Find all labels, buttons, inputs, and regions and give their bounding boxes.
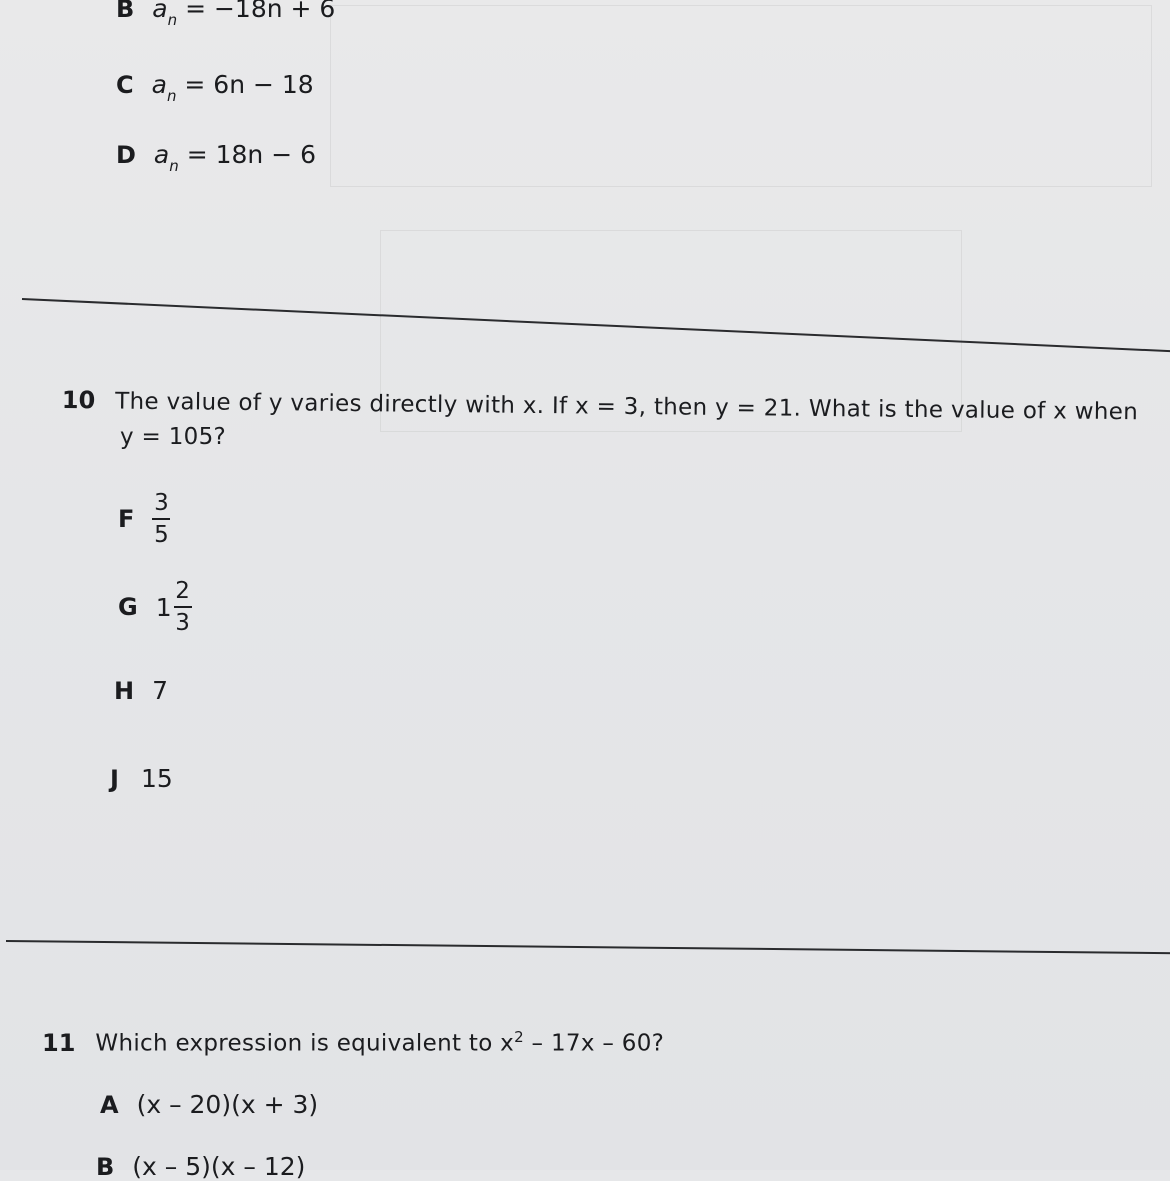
option-j[interactable] bbox=[110, 764, 173, 793]
option-expression: $a_n = 18n - 6$ bbox=[153, 140, 317, 175]
bleed-through-table bbox=[330, 5, 1152, 187]
option-letter: C bbox=[116, 71, 134, 99]
option-expression: (x – 5)(x – 12) bbox=[132, 1152, 306, 1181]
fraction-bar bbox=[174, 606, 192, 608]
option-letter: A bbox=[100, 1091, 119, 1119]
option-letter: J bbox=[110, 765, 119, 793]
fraction-numerator: 2 bbox=[175, 578, 190, 604]
option-c[interactable] bbox=[116, 70, 314, 105]
fraction-bar bbox=[152, 518, 170, 520]
option-f[interactable] bbox=[118, 490, 170, 548]
question-11 bbox=[42, 1022, 664, 1059]
section-divider bbox=[6, 940, 1170, 954]
option-letter: B bbox=[96, 1153, 115, 1181]
option-b-q11[interactable] bbox=[96, 1152, 305, 1181]
question-text-continued: y = 105? bbox=[120, 424, 227, 450]
question-number: 10 bbox=[61, 386, 96, 415]
option-letter: H bbox=[114, 677, 135, 705]
option-expression: (x – 20)(x + 3) bbox=[136, 1090, 319, 1119]
question-text: The value of y varies directly with x. If x = 3, then y = 21. What is the value of x when bbox=[115, 388, 1139, 426]
option-value: 7 bbox=[152, 676, 168, 705]
option-b[interactable] bbox=[116, 0, 336, 29]
fraction bbox=[174, 578, 192, 636]
option-expression: $a_n = -18n + 6$ bbox=[152, 0, 336, 29]
mixed-number-whole: 1 bbox=[155, 592, 172, 622]
question-text: Which expression is equivalent to $x^2 - 17x - 60$? bbox=[95, 1028, 665, 1057]
option-letter: D bbox=[116, 141, 136, 169]
fraction-denominator: 5 bbox=[154, 522, 169, 548]
option-letter: G bbox=[118, 593, 138, 621]
fraction bbox=[152, 490, 170, 548]
fraction-denominator: 3 bbox=[175, 610, 190, 636]
option-g[interactable] bbox=[118, 578, 192, 636]
option-expression: $a_n = 6n - 18$ bbox=[151, 70, 314, 105]
fraction-numerator: 3 bbox=[154, 490, 169, 516]
option-value: 15 bbox=[140, 764, 173, 793]
option-letter: B bbox=[116, 0, 135, 23]
option-a[interactable] bbox=[100, 1090, 318, 1119]
question-number: 11 bbox=[42, 1028, 76, 1057]
question-10-line2 bbox=[120, 422, 226, 452]
option-h[interactable] bbox=[114, 676, 168, 705]
option-d[interactable] bbox=[116, 140, 317, 175]
option-letter: F bbox=[118, 505, 135, 533]
